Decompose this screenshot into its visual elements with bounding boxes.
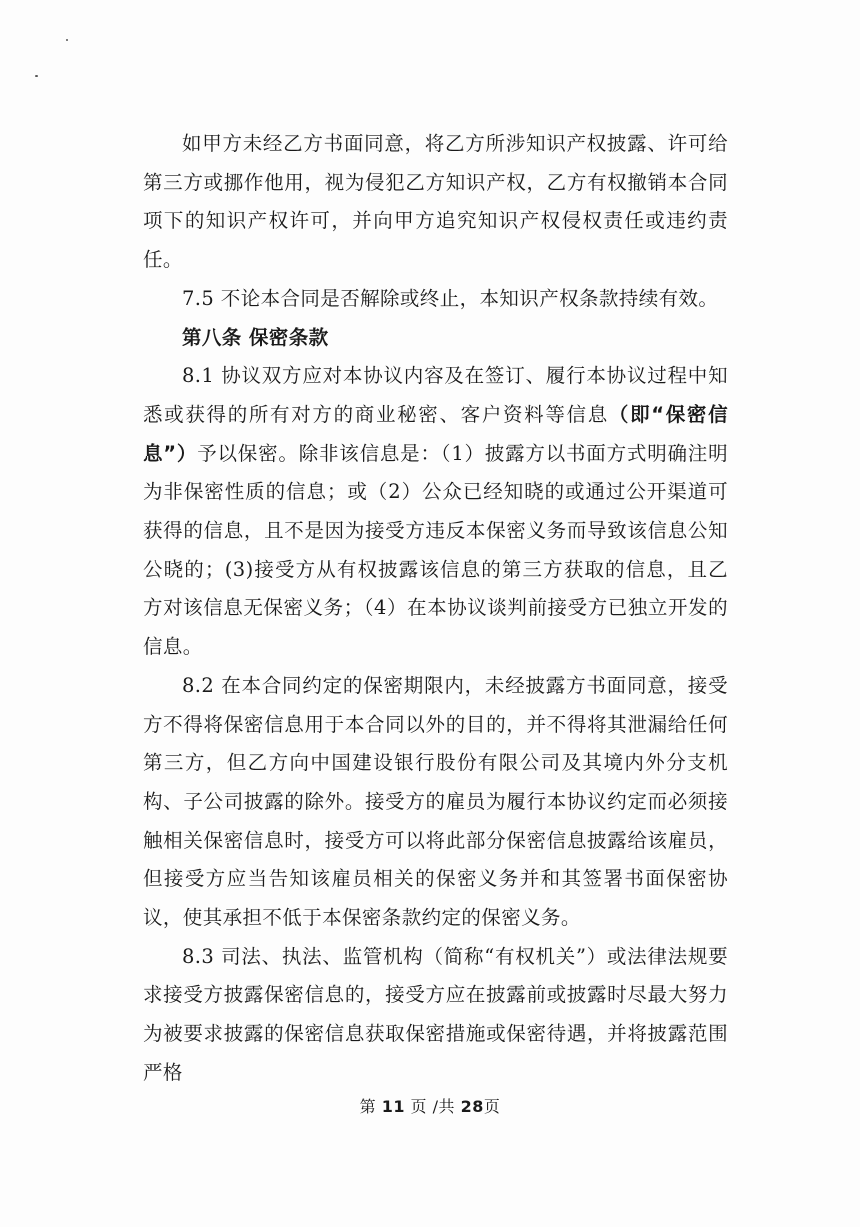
- paragraph-8-1-text-b: 予以保密。除非该信息是：（1）披露方以书面方式明确注明为非保密性质的信息；或（2）公众已经知晓的或通过公开渠道可获得的信息，且不是因为接受方违反本保密义务而导致该信息公知公晓的；(3)接受方从有权披露该信息的第三方获取的信息，且乙方对该信息无保密义务；（4）在本协议谈判前接受方已独立开发的信息。: [143, 441, 728, 659]
- footer-suffix: 页: [483, 1097, 501, 1116]
- contract-body: [143, 125, 728, 1093]
- section-heading-8: 第八条 保密条款: [182, 325, 329, 349]
- current-page-number: 11: [381, 1097, 405, 1116]
- footer-prefix: 第: [359, 1097, 377, 1116]
- confidential-info-term: （即“保密信息”）: [143, 402, 728, 465]
- paragraph-7-5: 7.5 不论本合同是否解除或终止，本知识产权条款持续有效。: [182, 286, 719, 310]
- paragraph-8-3: 8.3 司法、执法、监管机构（简称“有权机关”）或法律法规要求接受方披露保密信息的，接受方应在披露前或披露时尽最大努力为被要求披露的保密信息获取保密措施或保密待遇，并将披露范围严格: [143, 944, 728, 1084]
- total-page-number: 28: [460, 1097, 484, 1116]
- paragraph-8-1-text-a: 8.1 协议双方应对本协议内容及在签订、履行本协议过程中知悉或获得的所有对方的商业秘密、客户资料等信息: [143, 364, 728, 426]
- scan-speck: [35, 75, 38, 77]
- paragraph-8-2: 8.2 在本合同约定的保密期限内，未经披露方书面同意，接受方不得将保密信息用于本合同以外的目的，并不得将其泄漏给任何第三方，但乙方向中国建设银行股份有限公司及其境内外分支机构、子公司披露的除外。接受方的雇员为履行本协议约定而必须接触相关保密信息时，接受方可以将此部分保密信息披露给该雇员，但接受方应当告知该雇员相关的保密义务并和其签署书面保密协议，使其承担不低于本保密条款约定的保密义务。: [143, 673, 728, 930]
- footer-middle: 页 /共: [410, 1097, 456, 1116]
- paragraph-ip-infringement: 如甲方未经乙方书面同意，将乙方所涉知识产权披露、许可给第三方或挪作他用，视为侵犯乙方知识产权，乙方有权撤销本合同项下的知识产权许可，并向甲方追究知识产权侵权责任或违约责任。: [143, 132, 728, 272]
- scan-speck: [66, 39, 68, 41]
- paragraph-8-1: [143, 357, 728, 667]
- page-footer: [0, 1094, 860, 1117]
